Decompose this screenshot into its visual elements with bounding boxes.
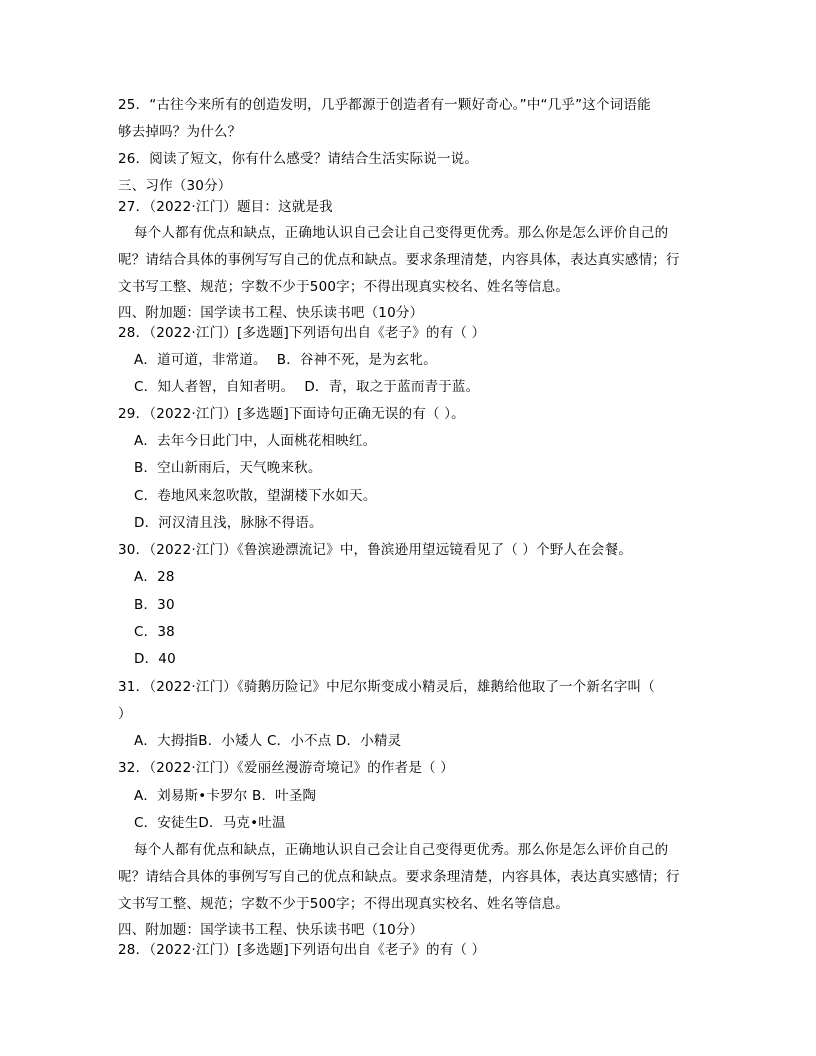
repeat-q28-stem: 28．（2022·江门）[多选题]下列语句出自《老子》的有（ ）	[118, 942, 486, 958]
q32-options-ab: A．刘易斯•卡罗尔 B．叶圣陶	[134, 788, 317, 804]
q30-stem: 30．（2022·江门）《鲁滨逊漂流记》中，鲁滨逊用望远镜看见了（ ）个野人在会餐。	[118, 542, 633, 558]
q26-text: 26．阅读了短文，你有什么感受？请结合生活实际说一说。	[118, 151, 479, 167]
q27-para-line3: 文书写工整、规范；字数不少于500字；不得出现真实校名、姓名等信息。	[118, 279, 570, 295]
q29-option-b: B．空山新雨后，天气晚来秋。	[134, 460, 322, 476]
q25-line1: 25．“古往今来所有的创造发明，几乎都源于创造者有一颗好奇心。”中“几乎”这个词语能	[118, 97, 651, 113]
section3-heading: 三、习作（30分）	[118, 178, 232, 194]
q25-line2: 够去掉吗？为什么？	[118, 124, 242, 140]
q30-option-a: A．28	[134, 569, 175, 585]
q28-option-a: A．道可道，非常道。	[134, 352, 267, 368]
repeat-section4-heading: 四、附加题：国学读书工程、快乐读书吧（10分）	[118, 922, 424, 938]
q32-stem: 32．（2022·江门）《爱丽丝漫游奇境记》的作者是（ ）	[118, 760, 454, 776]
repeat-para-line3: 文书写工整、规范；字数不少于500字；不得出现真实校名、姓名等信息。	[118, 896, 570, 912]
repeat-para-line1: 每个人都有优点和缺点，正确地认识自己会让自己变得更优秀。那么你是怎么评价自己的	[134, 842, 669, 858]
q28-option-c: C．知人者智，自知者明。	[134, 379, 295, 395]
q27-para-line1: 每个人都有优点和缺点，正确地认识自己会让自己变得更优秀。那么你是怎么评价自己的	[134, 225, 669, 241]
q32-options-cd: C．安徒生D．马克•吐温	[134, 815, 286, 831]
q27-para-line2: 呢？请结合具体的事例写写自己的优点和缺点。要求条理清楚，内容具体，表达真实感情；行	[118, 252, 680, 268]
q28-options-ab	[134, 351, 437, 369]
q29-option-c: C．卷地风来忽吹散，望湖楼下水如天。	[134, 488, 377, 504]
q31-stem: 31．（2022·江门）《骑鹅历险记》中尼尔斯变成小精灵后，雄鹅给他取了一个新名字叫（	[118, 679, 655, 695]
q28-options-cd	[134, 378, 479, 396]
q29-option-d: D．河汉清且浅，脉脉不得语。	[134, 515, 323, 531]
repeat-para-line2: 呢？请结合具体的事例写写自己的优点和缺点。要求条理清楚，内容具体，表达真实感情；行	[118, 869, 680, 885]
q28-option-d: D．青，取之于蓝而青于蓝。	[304, 379, 480, 395]
q29-stem: 29．（2022·江门）[多选题]下面诗句正确无误的有（ ）。	[118, 406, 465, 422]
q27-title: 27．（2022·江门）题目：这就是我	[118, 199, 333, 215]
q30-option-d: D．40	[134, 651, 176, 667]
q31-stem-cont: ）	[118, 706, 132, 722]
q28-option-b: B．谷神不死，是为玄牝。	[276, 352, 437, 368]
q31-options: A．大拇指B．小矮人 C．小不点 D．小精灵	[134, 733, 402, 749]
q29-option-a: A．去年今日此门中，人面桃花相映红。	[134, 433, 377, 449]
q30-option-b: B．30	[134, 597, 175, 613]
q30-option-c: C．38	[134, 624, 175, 640]
q28-stem: 28．（2022·江门）[多选题]下列语句出自《老子》的有（ ）	[118, 325, 486, 341]
section4-heading: 四、附加题：国学读书工程、快乐读书吧（10分）	[118, 305, 424, 321]
